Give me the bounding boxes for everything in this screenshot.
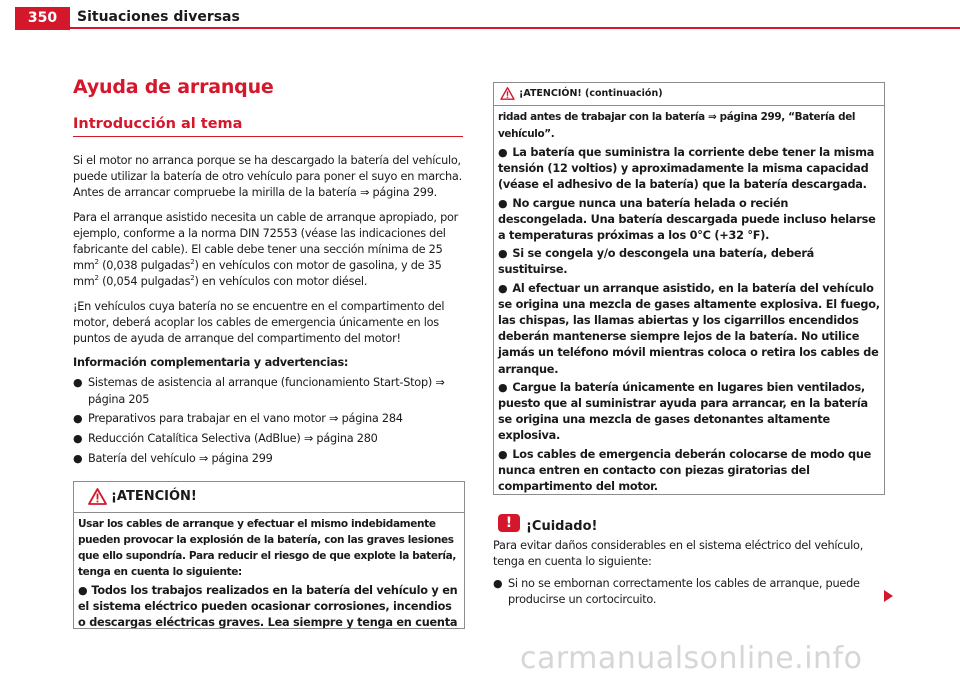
left-column	[73, 76, 465, 471]
next-page-arrow-icon[interactable]	[884, 590, 893, 602]
caution-title: ¡Cuidado!	[526, 519, 598, 534]
warning-triangle-icon	[500, 87, 515, 100]
bullet-icon: ●	[498, 447, 508, 461]
section-title: Ayuda de arranque	[73, 76, 274, 98]
warning-continued-box	[493, 82, 885, 495]
warning-text: Usar los cables de arranque y efectuar el mismo indebidamente pueden provocar la explosión de la batería, con las graves lesiones que ello supondría. Para reducir el riesgo de que explote la batería, tenga en cuenta lo siguiente:	[78, 518, 457, 578]
warning-continued-title: ¡ATENCIÓN! (continuación)	[519, 88, 663, 99]
watermark: carmanualsonline.info	[520, 641, 863, 676]
warning-header	[74, 482, 464, 513]
bullet-icon: ●	[498, 247, 508, 261]
bullet-icon: ●	[498, 196, 508, 210]
list-item: ● La batería que suministra la corriente debe tener la misma tensión (12 voltios) y aproximadamente la misma capacidad (véase el adhesivo de la batería) que la batería descargada.	[498, 146, 875, 192]
caution-header	[493, 514, 885, 538]
list-item[interactable]: ● Batería del vehículo ⇒ página 299	[73, 451, 465, 467]
intro-paragraph: Si el motor no arranca porque se ha descargado la batería del vehículo, puede utilizar la batería de otro vehículo para poner el suyo en marcha. Antes de arrancar compruebe la mirilla de la batería ⇒ página 299.	[73, 154, 462, 200]
list-item: ● No cargue nunca una batería helada o recién descongelada. Una batería descargada puede incluso helarse a temperaturas próximas a los 0°C (+32 °F).	[498, 196, 876, 243]
caution-section	[493, 514, 885, 612]
bullet-icon: ●	[498, 146, 508, 159]
list-item: ● Si se congela y/o descongela una batería, deberá sustituirse.	[498, 247, 815, 277]
running-title: Situaciones diversas	[77, 9, 240, 25]
list-item: ● Cargue la batería únicamente en lugares bien ventilados, puesto que al suministrar ayuda para arrancar, en la batería se origina una mezcla de gases detonantes altamente explosiva.	[498, 380, 868, 443]
bullet-icon: ●	[73, 452, 83, 466]
section-subtitle: Introducción al tema	[73, 116, 243, 132]
bullet-icon: ●	[498, 380, 508, 394]
warning-continued-header	[494, 83, 884, 106]
bullet-icon: ●	[498, 281, 508, 295]
list-item: ● Al efectuar un arranque asistido, en la batería del vehículo se origina una mezcla de gases altamente explosiva. El fuego, las chispas, las llamas abiertas y los cigarrillos encendidos deberán mantenerse siempre lejos de la batería. No utilice jamás un teléfono móvil mientras coloca o retira los cables de arranque.	[498, 281, 880, 376]
page-header	[0, 0, 960, 30]
bullet-icon: ●	[73, 432, 83, 446]
caution-text: Para evitar daños considerables en el sistema eléctrico del vehículo, tenga en cuenta lo siguiente:	[493, 539, 864, 568]
cable-paragraph: Para el arranque asistido necesita un cable de arranque apropiado, por ejemplo, conforme a la norma DIN 72553 (véase las indicaciones del fabricante del cable). El cable debe tener una sección mínima de 25 $mm^2$ (0,038 pulgadas$^2$) en vehículos con motor de gasolina, y de 35 $mm^2$ (0,054 pulgadas$^2$) en vehículos con motor diésel.	[73, 210, 459, 289]
info-list	[73, 375, 465, 467]
list-item[interactable]: ● Reducción Catalítica Selectiva (AdBlue) ⇒ página 280	[73, 431, 465, 447]
list-item: ● Todos los trabajos realizados en la batería del vehículo y en el sistema eléctrico pueden ocasionar corrosiones, incendios o descargas eléctricas graves. Lea siempre y tenga en cuenta	[78, 584, 458, 629]
bullet-icon: ●	[493, 577, 503, 590]
warning-list	[78, 583, 460, 629]
list-item: ● Si no se embornan correctamente los cables de arranque, puede producirse un cortocircuito.	[493, 577, 860, 607]
warning-triangle-icon	[88, 488, 107, 505]
caution-icon: !	[498, 514, 520, 532]
list-item: ● Los cables de emergencia deberán colocarse de modo que nunca entren en contacto con piezas giratorias del compartimento del motor.	[498, 447, 872, 494]
warning-title: ¡ATENCIÓN!	[111, 489, 197, 504]
bullet-icon: ●	[78, 584, 88, 597]
bullet-icon: ●	[73, 376, 83, 390]
list-item[interactable]: ● Preparativos para trabajar en el vano motor ⇒ página 284	[73, 411, 465, 427]
header-rule	[70, 27, 960, 29]
warning-continued-text: ridad antes de trabajar con la batería ⇒ página 299, “Batería del vehículo”.	[498, 111, 856, 140]
bullet-icon: ●	[73, 412, 83, 426]
warning-continued-list	[498, 145, 880, 495]
caution-list	[493, 576, 885, 608]
subtitle-rule	[73, 136, 463, 137]
info-heading: Información complementaria y advertencias:	[73, 356, 349, 370]
warning-box	[73, 481, 465, 629]
list-item[interactable]: ● Sistemas de asistencia al arranque (funcionamiento Start-Stop) ⇒ página 205	[73, 376, 445, 406]
page-number: 350	[15, 7, 70, 30]
battery-location-paragraph: ¡En vehículos cuya batería no se encuentre en el compartimento del motor, deberá acoplar los cables de emergencia únicamente en los puntos de ayuda de arranque del compartimento del motor!	[73, 299, 445, 346]
